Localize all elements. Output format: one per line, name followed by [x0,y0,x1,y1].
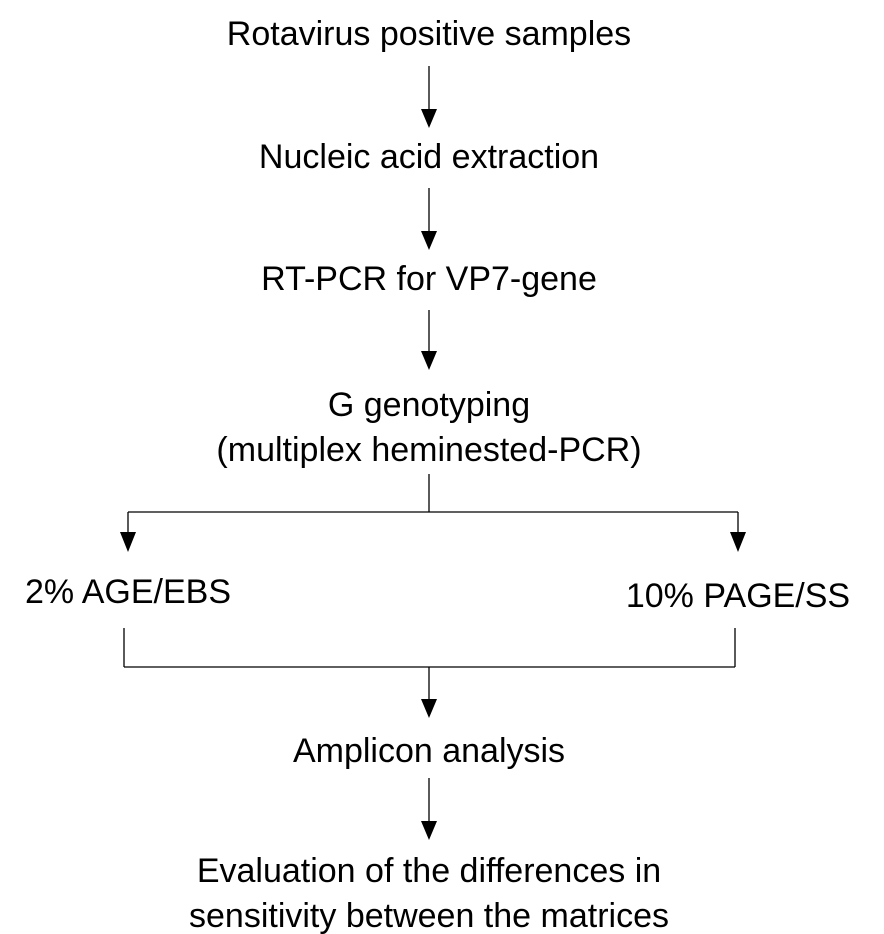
step-evaluation-of-differences: Evaluation of the differences in [196,852,662,890]
arrow-3-head [421,351,437,370]
step-amplicon-analysis: Amplicon analysis [292,732,566,770]
arrow-2-head [421,231,437,250]
arrow-1-head [421,109,437,128]
branch-page-ss: 10% PAGE/SS [625,577,851,615]
split-left-arrow-head [120,532,136,552]
step-rt-pcr-vp7-gene: RT-PCR for VP7-gene [261,260,597,298]
split-right-arrow-head [730,532,746,552]
step-g-genotyping-method: (multiplex heminested-PCR) [216,431,642,469]
step-g-genotyping: G genotyping [327,386,531,424]
merge-arrow-head [421,699,437,718]
arrow-5-head [421,821,437,840]
branch-age-ebs: 2% AGE/EBS [25,573,231,611]
step-sensitivity-between-matrices: sensitivity between the matrices [189,897,669,934]
step-nucleic-acid-extraction: Nucleic acid extraction [258,138,600,176]
step-rotavirus-positive-samples: Rotavirus positive samples [226,15,632,53]
